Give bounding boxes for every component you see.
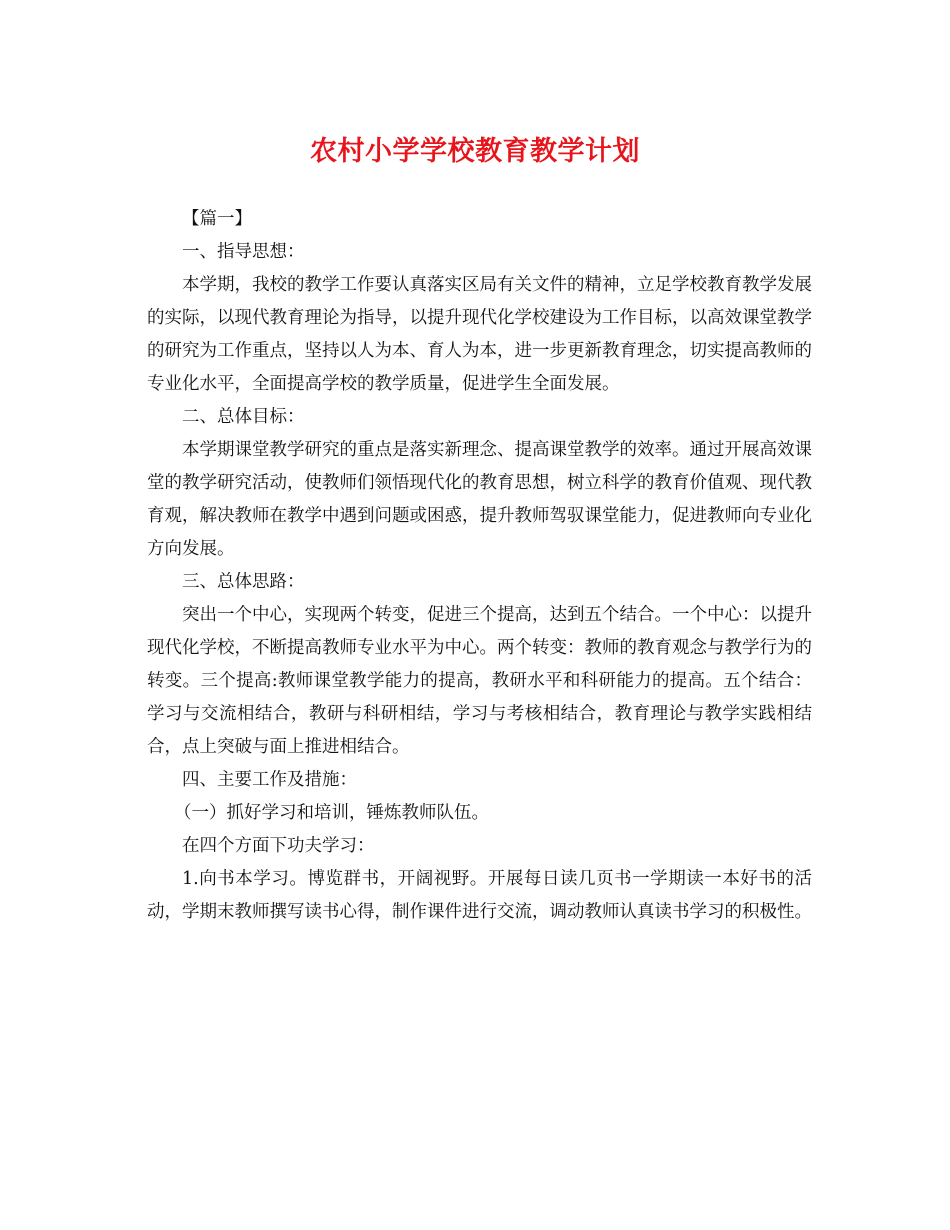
section-label: 【篇一】: [182, 209, 252, 229]
heading-main-work: 四、主要工作及措施：: [182, 770, 357, 790]
heading-guiding-thought: 一、指导思想：: [182, 242, 305, 262]
list-item-book-study: 1.向书本学习。博览群书，开阔视野。开展每日读几页书一学期读一本好书的活动，学期末教师撰写读书心得，制作课件进行交流，调动教师认真读书学习的积极性。: [147, 869, 812, 922]
paragraph-guiding-thought: 本学期，我校的教学工作要认真落实区局有关文件的精神，立足学校教育教学发展的实际，以现代教育理论为指导，以提升现代化学校建设为工作目标，以高效课堂教学的研究为工作重点，坚持以人为本、育人为本，进一步更新教育理念，切实提高教师的专业化水平，全面提高学校的教学质量，促进学生全面发展。: [147, 275, 812, 394]
subheading-study-training: （一）抓好学习和培训，锤炼教师队伍。: [174, 803, 489, 823]
heading-overall-approach: 三、总体思路：: [182, 572, 305, 592]
paragraph-overall-goal: 本学期课堂教学研究的重点是落实新理念、提高课堂教学的效率。通过开展高效课堂的教学研究活动，使教师们领悟现代化的教育思想，树立科学的教育价值观、现代教育观，解决教师在教学中遇到问题或困惑，提升教师驾驭课堂能力，促进教师向专业化方向发展。: [147, 440, 812, 559]
heading-overall-goal: 二、总体目标：: [182, 407, 305, 427]
document-body: [147, 203, 812, 929]
document-title: 农村小学学校教育教学计划: [310, 136, 640, 167]
paragraph-overall-approach: 突出一个中心，实现两个转变，促进三个提高，达到五个结合。一个中心：以提升现代化学校，不断提高教师专业水平为中心。两个转变：教师的教育观念与教学行为的转变。三个提高:教师课堂教学能力的提高，教研水平和科研能力的提高。五个结合：学习与交流相结合，教研与科研相结，学习与考核相结合，教育理论与教学实践相结合，点上突破与面上推进相结合。: [147, 605, 812, 757]
line-four-aspects: 在四个方面下功夫学习：: [182, 836, 375, 856]
